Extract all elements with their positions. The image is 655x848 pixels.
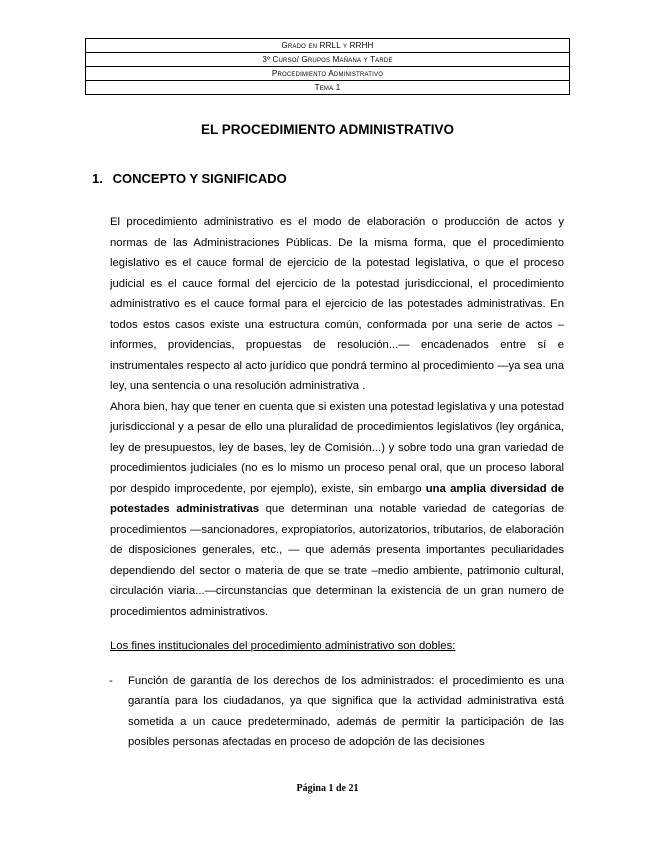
header-subject: Procedimiento Administrativo [86,67,570,81]
course-header-table [85,38,570,95]
paragraph-spacer [110,622,564,636]
header-course-groups: 3º Curso/ Grupos Mañana y Tarde [86,53,570,67]
fines-heading: Los fines institucionales del procedimiento administrativo son dobles: [110,640,456,652]
list-item [110,671,564,753]
paragraph-2-part-a: Ahora bien, hay que tener en cuenta que si existen una potestad legislativa y una potestad jurisdiccional y a pesar de ello una pluralidad de procedimientos legislativos (ley orgánica, ley de presupuestos, ley de bases, ley de Comisión...) y sobre todo una gran variedad de procedimientos judiciales (no es lo mismo un proceso penal oral, que un proceso laboral por despido improcedente, por ejemplo), existe, sin embargo [110,400,564,495]
paragraph-spacer [110,657,564,671]
paragraph-1: El procedimiento administrativo es el modo de elaboración o producción de actos y normas de las Administraciones Públicas. De la misma forma, que el procedimiento legislativo es el cauce formal de ejercicio de la potestad legislativa, o que el proceso judicial es el cauce formal del ejercicio de la potestad jurisdiccional, el procedimiento administrativo es el cauce formal para el ejercicio de las potestades administrativas. En todos estos casos existe una estructura común, conformada por una serie de actos –informes, providencias, propuestas de resolución...— encadenados entre sí e instrumentales respecto al acto jurídico que pondrá termino al procedimiento —ya sea una ley, una sentencia o una resolución administrativa . [110,216,564,392]
paragraph-2-part-b: que determinan una notable variedad de categorías de procedimientos —sancionadores, expropiatorios, autorizatorios, tributarios, de elaboración de disposiciones generales, etc., — que además presenta importantes peculiaridades dependiendo del sector o materia de que se trate –medio ambiente, patrimonio cultural, circulación viaria...—circunstancias que determinan la existencia de un gran numero de procedimientos administrativos. [110,503,564,618]
paragraph-2-emphasis: una amplia diversidad de potestades administrativas [110,482,565,515]
body-text [110,212,564,753]
header-topic: Tema 1 [86,81,570,95]
header-degree: Grado en RRLL y RRHH [86,39,570,53]
section-heading [92,171,287,186]
page-footer: Página 1 de 21 [296,783,359,794]
list-dash: - [109,674,113,687]
paragraph-2 [110,397,564,623]
list-item-text: Función de garantía de los derechos de los administrados: el procedimiento es una garantía para los ciudadanos, ya que significa que la actividad administrativa está sometida a un cauce predeterminado, además de permitir la participación de las posibles personas afectadas en proceso de adopción de las decisiones [128,674,564,748]
document-title: EL PROCEDIMIENTO ADMINISTRATIVO [200,122,454,137]
section-number: 1. [92,171,103,186]
section-title: CONCEPTO Y SIGNIFICADO [112,171,287,186]
